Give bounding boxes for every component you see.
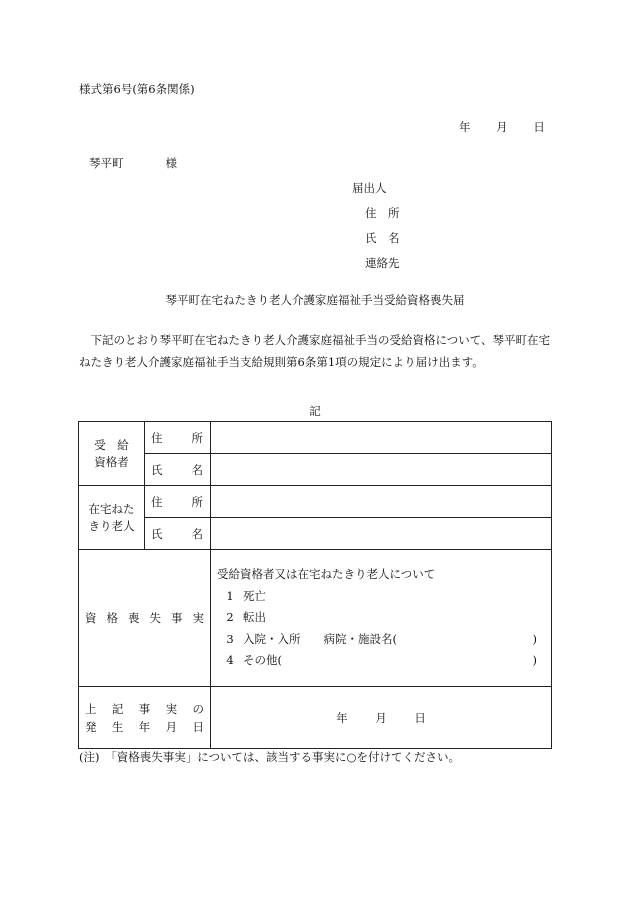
date-month: 月: [496, 120, 508, 134]
applicant-name-label: 氏 名: [365, 231, 400, 245]
recipient-header-line2: 資格者: [94, 454, 129, 469]
applicant-address-label: 住 所: [365, 206, 400, 220]
occurrence-day: 日: [414, 710, 426, 725]
recipient-name-field[interactable]: [211, 454, 552, 486]
option-number: 2: [226, 610, 234, 625]
loss-fact-options: [211, 550, 552, 687]
elderly-address-row: [79, 486, 552, 518]
option-text: その他(: [243, 653, 282, 668]
reason-option-other[interactable]: [217, 650, 545, 672]
label-char: 生: [111, 719, 124, 734]
label-char: 所: [191, 494, 203, 509]
label-char: の: [192, 701, 204, 716]
form-table: [78, 421, 552, 749]
option-text: 転出: [243, 610, 266, 625]
loss-fact-label: [79, 550, 211, 687]
label-char: 日: [192, 719, 204, 734]
option-number: 1: [226, 588, 234, 603]
label-char: 資: [85, 611, 97, 625]
option-text: 入院・入所 病院・施設名(: [243, 631, 397, 646]
occurrence-date-row: [79, 687, 552, 749]
footnote: (注) 「資格喪失事実」については、該当する事実に○を付けてください。: [79, 750, 461, 764]
applicant-contact-label: 連絡先: [365, 256, 400, 270]
elderly-name-row: [79, 518, 552, 550]
label-char: 月: [165, 719, 178, 734]
form-number: 様式第6号(第6条関係): [79, 82, 195, 96]
date-year: 年: [459, 120, 471, 134]
recipient-header: [79, 422, 145, 486]
elderly-name-field[interactable]: [211, 518, 552, 550]
reason-option-hospitalized[interactable]: [217, 629, 545, 651]
recipient-name-label: [145, 454, 211, 486]
reason-option-death[interactable]: [217, 586, 545, 608]
recipient-header-line1: 受 給: [94, 437, 129, 452]
elderly-header-line2: きり老人: [88, 518, 135, 533]
label-char: 住: [151, 430, 163, 445]
occurrence-date-label: [79, 687, 211, 749]
elderly-header: [79, 486, 145, 550]
applicant-label: 届出人: [352, 181, 387, 195]
option-number: 4: [226, 653, 234, 668]
label-char: 住: [151, 494, 163, 509]
body-text: 下記のとおり琴平町在宅ねたきり老人介護家庭福祉手当の受給資格について、琴平町在宅ねたきり老人介護家庭福祉手当支給規則第6条第1項の規定により届け出ます。: [79, 333, 551, 369]
label-char: 氏: [151, 526, 163, 541]
date-day: 日: [533, 120, 545, 134]
label-char: 所: [191, 430, 203, 445]
elderly-address-field[interactable]: [211, 486, 552, 518]
label-char: 上: [85, 701, 97, 716]
recipient-name-row: [79, 454, 552, 486]
label-char: 記: [111, 701, 124, 716]
submission-date: [459, 122, 545, 134]
loss-fact-intro: 受給資格者又は在宅ねたきり老人について: [217, 567, 436, 582]
label-char: 格: [106, 611, 118, 625]
label-char: 実: [165, 701, 178, 716]
loss-fact-row: [79, 550, 552, 687]
document-title: 琴平町在宅ねたきり老人介護家庭福祉手当受給資格喪失届: [165, 293, 465, 307]
reason-option-moved-out[interactable]: [217, 607, 545, 629]
label-char: 実: [192, 611, 204, 625]
recipient-address-field[interactable]: [211, 422, 552, 454]
addressee-honorific: 様: [165, 156, 177, 170]
label-char: 氏: [151, 462, 163, 477]
label-char: 発: [85, 719, 97, 734]
option-close-paren: ): [532, 631, 537, 646]
label-char: 失: [149, 611, 161, 625]
label-char: 名: [191, 526, 203, 541]
elderly-name-label: [145, 518, 211, 550]
label-char: 喪: [128, 611, 140, 625]
addressee-town: 琴平町: [89, 156, 124, 170]
occurrence-date-field[interactable]: [211, 687, 552, 749]
option-close-paren: ): [532, 653, 537, 668]
option-text: 死亡: [243, 588, 266, 603]
label-char: 名: [191, 462, 203, 477]
ki-heading: 記: [309, 404, 321, 418]
option-number: 3: [226, 631, 234, 646]
label-char: 事: [138, 701, 151, 716]
addressee: [89, 158, 177, 170]
elderly-address-label: [145, 486, 211, 518]
elderly-header-line1: 在宅ねた: [88, 501, 135, 516]
label-char: 年: [138, 719, 151, 734]
recipient-address-label: [145, 422, 211, 454]
occurrence-year: 年: [336, 710, 348, 725]
occurrence-month: 月: [375, 710, 387, 725]
label-char: 事: [171, 611, 183, 625]
recipient-address-row: [79, 422, 552, 454]
